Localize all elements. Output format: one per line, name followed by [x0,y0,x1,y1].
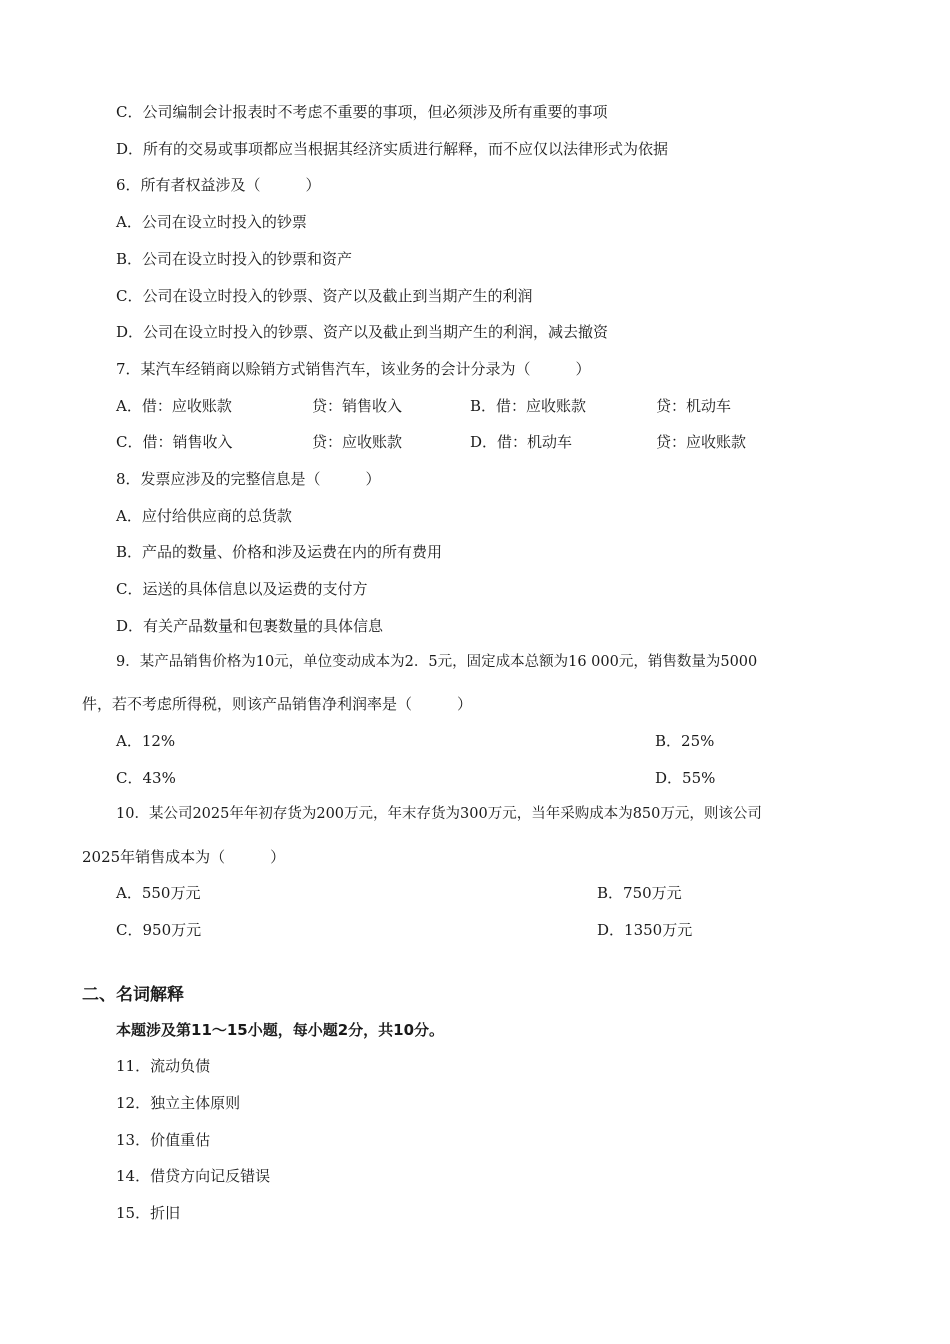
q10-option-b: B．750万元 [597,884,682,902]
q9-option-b: B．25% [655,732,715,750]
q9-option-d: D．55% [655,769,716,787]
q6-option-b: B．公司在设立时投入的钞票和资产 [116,250,353,268]
q7-stem: 7．某汽车经销商以赊销方式销售汽车，该业务的会计分录为（ ） [116,360,591,378]
section-note: 本题涉及第11～15小题，每小题2分，共10分。 [116,1021,445,1039]
q10-option-a: A．550万元 [116,884,201,902]
q9-option-a: A．12% [116,732,176,750]
q7-option-a-debit: A．借：应收账款 [116,397,232,415]
q7-option-b-debit: B．借：应收账款 [470,397,587,415]
q6-option-c: C．公司在设立时投入的钞票、资产以及截止到当期产生的利润 [116,287,533,305]
term-item: 15．折旧 [116,1204,181,1222]
q9-option-c: C．43% [116,769,176,787]
q8-stem: 8．发票应涉及的完整信息是（ ） [116,470,381,488]
q10-option-c: C．950万元 [116,921,202,939]
q6-stem: 6．所有者权益涉及（ ） [116,176,321,194]
q6-option-a: A．公司在设立时投入的钞票 [116,213,307,231]
q9-stem-line2: 件，若不考虑所得税，则该产品销售净利润率是（ ） [82,695,473,713]
term-item: 11．流动负债 [116,1057,211,1075]
q8-option-c: C．运送的具体信息以及运费的支付方 [116,580,368,598]
q7-option-d-debit: D．借：机动车 [470,433,573,451]
q7-option-c-debit: C．借：销售收入 [116,433,233,451]
term-item: 14．借贷方向记反错误 [116,1167,271,1185]
q5-option-c: C．公司编制会计报表时不考虑不重要的事项，但必须涉及所有重要的事项 [116,103,608,121]
q8-option-a: A．应付给供应商的总货款 [116,507,292,525]
q7-option-c-credit: 贷：应收账款 [312,433,403,451]
term-item: 13．价值重估 [116,1131,211,1149]
q8-option-b: B．产品的数量、价格和涉及运费在内的所有费用 [116,543,443,561]
q7-option-a-credit: 贷：销售收入 [312,397,403,415]
q7-option-d-credit: 贷：应收账款 [656,433,747,451]
q6-option-d: D．公司在设立时投入的钞票、资产以及截止到当期产生的利润，减去撤资 [116,323,609,341]
q7-option-b-credit: 贷：机动车 [656,397,732,415]
term-item: 12．独立主体原则 [116,1094,241,1112]
q10-stem-line1: 10．某公司2025年年初存货为200万元，年末存货为300万元，当年采购成本为850万元，则该公司 [116,806,762,822]
q10-option-d: D．1350万元 [597,921,693,939]
q10-stem-line2: 2025年销售成本为（ ） [82,848,286,866]
section-heading: 二、名词解释 [82,985,184,1005]
q5-option-d: D．所有的交易或事项都应当根据其经济实质进行解释，而不应仅以法律形式为依据 [116,140,669,158]
q9-stem-line1: 9．某产品销售价格为10元，单位变动成本为2．5元，固定成本总额为16 000元，销售数量为5000 [116,654,758,670]
q8-option-d: D．有关产品数量和包裹数量的具体信息 [116,617,384,635]
